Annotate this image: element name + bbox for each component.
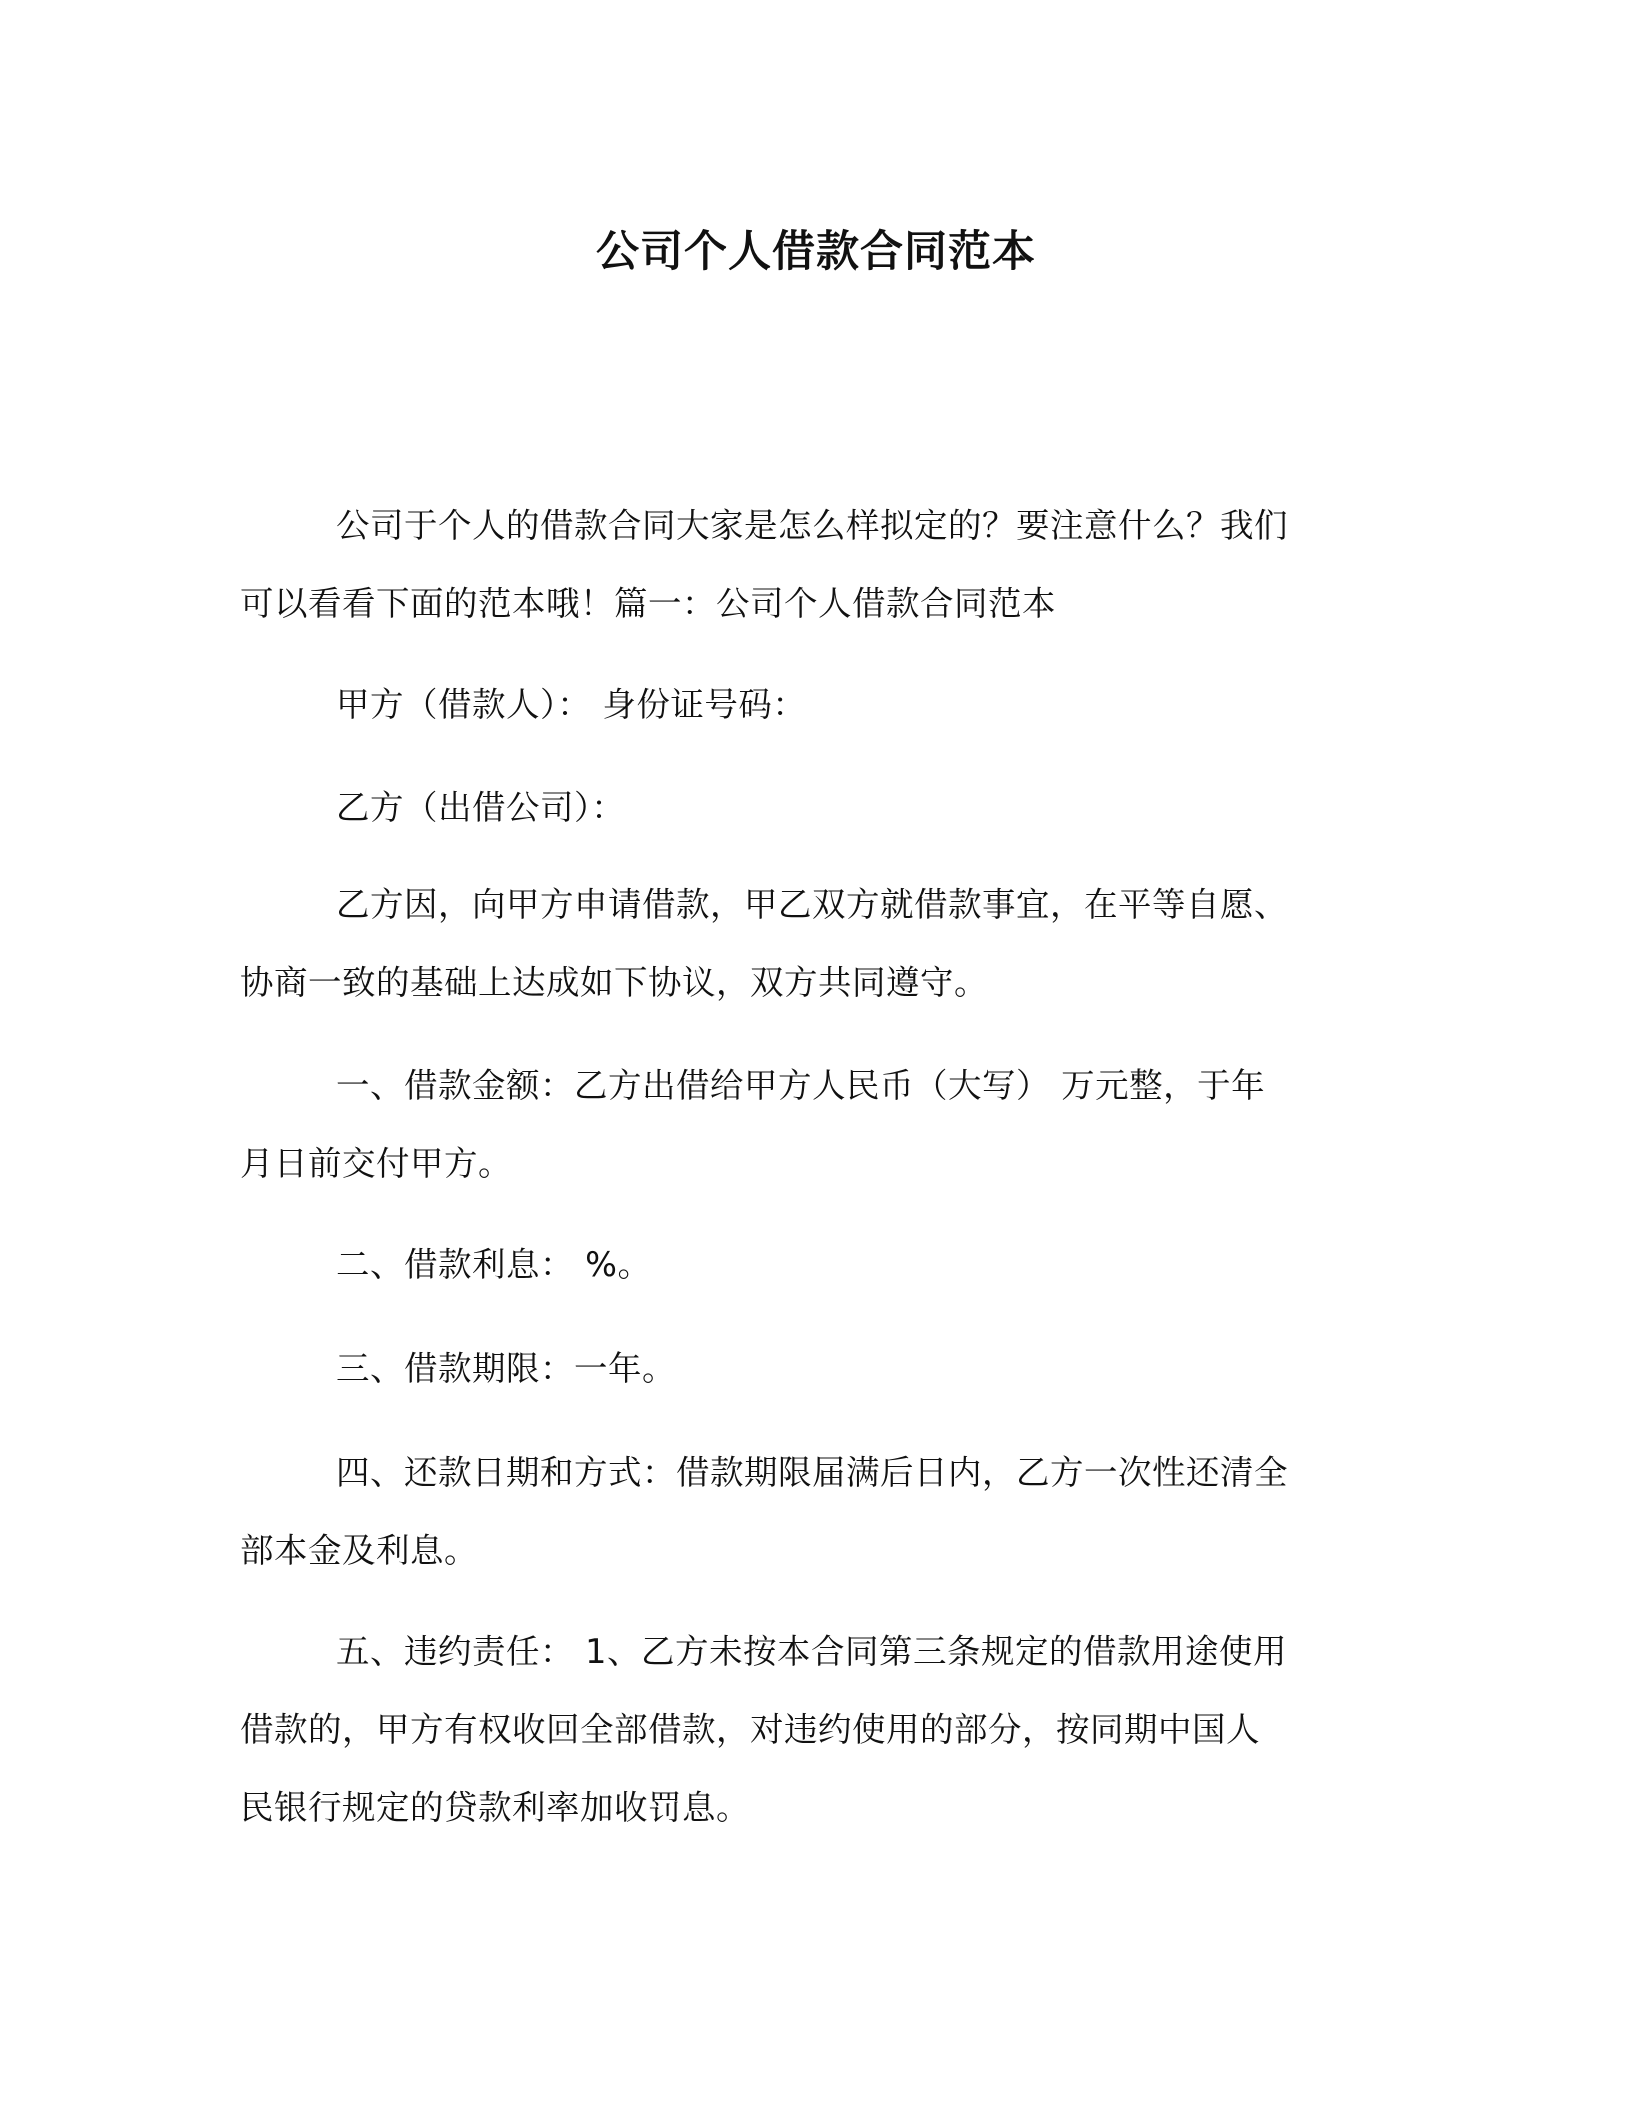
clause-loan-interest bbox=[240, 1226, 1392, 1304]
paragraph-line: 月日前交付甲方。 bbox=[240, 1144, 512, 1183]
clause-loan-term bbox=[240, 1330, 1392, 1408]
clause-loan-amount bbox=[240, 1047, 1392, 1203]
paragraph-line: 二、借款利息： %。 bbox=[336, 1245, 652, 1284]
paragraph-line: 四、还款日期和方式：借款期限届满后日内，乙方一次性还清全 bbox=[336, 1453, 1288, 1492]
paragraph-party-a bbox=[240, 666, 1392, 744]
paragraph-preamble bbox=[240, 866, 1392, 1022]
paragraph-line: 乙方（出借公司）： bbox=[336, 788, 626, 827]
paragraph-intro bbox=[240, 487, 1392, 643]
paragraph-line: 协商一致的基础上达成如下协议，双方共同遵守。 bbox=[240, 963, 988, 1002]
paragraph-line: 公司于个人的借款合同大家是怎么样拟定的？要注意什么？我们 bbox=[336, 506, 1288, 545]
paragraph-line: 借款的，甲方有权收回全部借款，对违约使用的部分，按同期中国人 bbox=[240, 1710, 1260, 1749]
paragraph-line: 五、违约责任： 1、乙方未按本合同第三条规定的借款用途使用 bbox=[336, 1632, 1287, 1671]
paragraph-line: 可以看看下面的范本哦！篇一：公司个人借款合同范本 bbox=[240, 584, 1056, 623]
clause-repayment bbox=[240, 1434, 1392, 1590]
clause-liability bbox=[240, 1613, 1392, 1847]
paragraph-line: 民银行规定的贷款利率加收罚息。 bbox=[240, 1788, 750, 1827]
paragraph-line: 乙方因，向甲方申请借款，甲乙双方就借款事宜，在平等自愿、 bbox=[336, 885, 1288, 924]
paragraph-line: 甲方（借款人）： 身份证号码： bbox=[336, 685, 807, 724]
document-title: 公司个人借款合同范本 bbox=[596, 227, 1036, 277]
paragraph-party-b bbox=[240, 769, 1392, 847]
paragraph-line: 部本金及利息。 bbox=[240, 1531, 478, 1570]
paragraph-line: 三、借款期限：一年。 bbox=[336, 1349, 676, 1388]
paragraph-line: 一、借款金额：乙方出借给甲方人民币（大写） 万元整，于年 bbox=[336, 1066, 1266, 1105]
